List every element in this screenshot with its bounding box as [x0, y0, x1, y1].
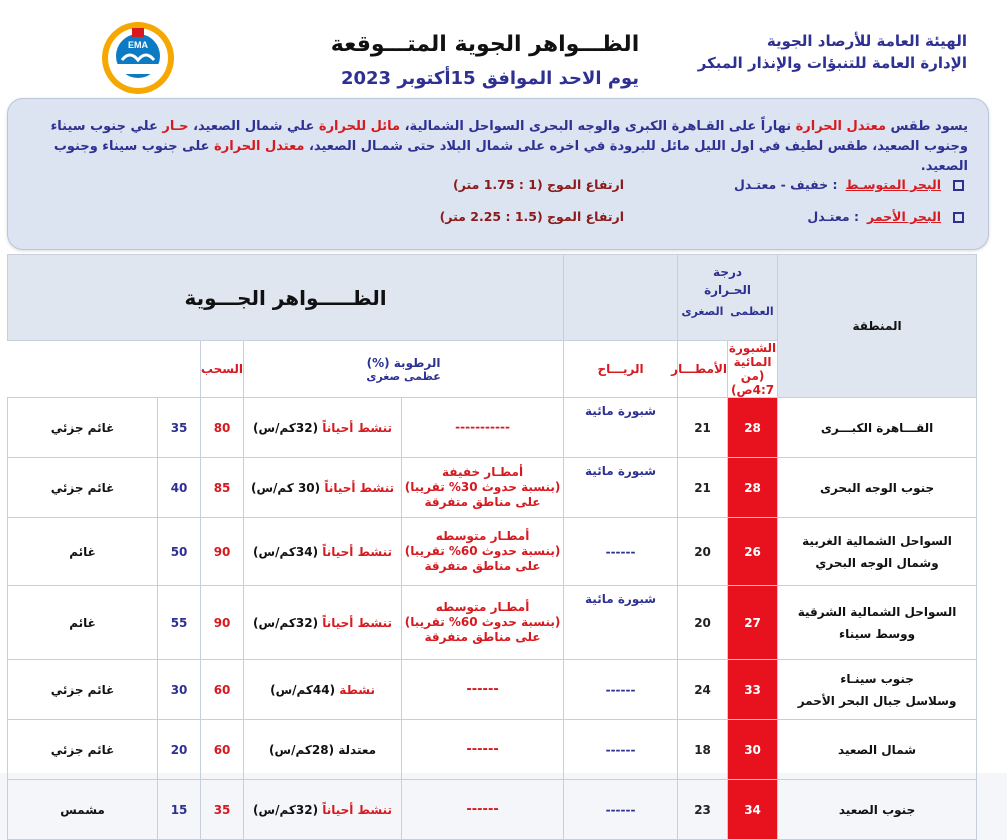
temp-max-cell: 34 [728, 780, 778, 840]
wind-cell [244, 586, 402, 660]
summary-paragraph [26, 117, 968, 177]
summary-highlight: معتدل الحرارة [795, 119, 887, 134]
humidity-max-cell: 60 [201, 660, 244, 720]
region-name-line2: وسلاسل جبال البحر الأحمر [797, 693, 957, 708]
rain-line: أمطـار متوسطه [435, 600, 530, 614]
summary-text: علي جنوب سيناء وجنوب الصعيد، طقس لطيف في اول الليل مائل للبرودة في اخره على شمال البلاد حتى شمـال الصعيد، [50, 119, 968, 154]
temp-min-cell: 20 [678, 518, 728, 586]
humidity-max-cell: 85 [201, 458, 244, 518]
fog-cell: شبورة مائية [564, 398, 678, 458]
wind-cell [244, 398, 402, 458]
cloud-cell: غائم جزئي [8, 660, 158, 720]
sea-name: البحر الأحمر [867, 209, 941, 224]
region-cell [778, 720, 977, 780]
fog-cell: ------ [564, 518, 678, 586]
header-temp-min: الصغرى [681, 305, 724, 318]
wind-desc: تنشط أحياناً [318, 420, 393, 435]
humidity-min-cell: 50 [158, 518, 201, 586]
temp-max-cell: 28 [728, 398, 778, 458]
summary-highlight: مائل للحرارة [318, 119, 401, 134]
agency-department: الإدارة العامة للتنبؤات والإنذار المبكر [697, 54, 967, 72]
header-humidity-label: الرطوبة (%) [366, 355, 441, 370]
cloud-cell: غائم [8, 586, 158, 660]
header-clouds: السحب [201, 341, 244, 398]
rain-cell [402, 586, 564, 660]
header-humidity-sub [244, 370, 563, 383]
humidity-min-cell: 55 [158, 586, 201, 660]
humidity-max-cell: 60 [201, 720, 244, 780]
rain-line: على مناطق متفرقة [424, 559, 541, 573]
region-name: جنوب سينـاء [840, 671, 914, 686]
rain-line: على مناطق متفرقة [424, 495, 541, 509]
weather-table [7, 254, 977, 840]
wind-speed: (32كم/س) [253, 615, 319, 630]
region-name: جنوب الوجه البحرى [819, 480, 935, 495]
header-hum-min: صغرى [366, 369, 401, 383]
temp-max-cell: 30 [728, 720, 778, 780]
cloud-cell: مشمس [8, 780, 158, 840]
wind-speed: (32كم/س) [253, 802, 319, 817]
fog-cell: شبورة مائية [564, 586, 678, 660]
header-region: المنطقة [778, 255, 977, 398]
wind-speed: (44كم/س) [270, 682, 336, 697]
header-humidity [244, 341, 564, 398]
temp-max-cell: 33 [728, 660, 778, 720]
header-temp-sub [678, 305, 777, 318]
rain-line: ----------- [455, 420, 510, 434]
table-row [8, 518, 977, 586]
temp-min-cell: 21 [678, 458, 728, 518]
header-temp-label: درجة الحـرارة [704, 265, 752, 297]
header-fog: الشبورة المائية (من 4:7ص) [728, 341, 777, 397]
temp-min-cell: 21 [678, 398, 728, 458]
fog-cell: ------ [564, 720, 678, 780]
humidity-max-cell: 90 [201, 518, 244, 586]
rain-cell [402, 518, 564, 586]
logo-text: EMA [128, 40, 148, 50]
table-row [8, 458, 977, 518]
humidity-max-cell: 80 [201, 398, 244, 458]
wind-speed: (34كم/س) [253, 544, 319, 559]
checkbox-icon [953, 180, 964, 191]
summary-highlight: معتدل الحرارة [214, 139, 305, 154]
wind-cell [244, 780, 402, 840]
agency-name: الهيئة العامة للأرصاد الجوية [766, 32, 967, 50]
summary-text: يسود طقس [886, 119, 968, 134]
table-row [8, 720, 977, 780]
region-cell [778, 458, 977, 518]
summary-panel [7, 98, 989, 250]
table-row [8, 398, 977, 458]
wind-cell [244, 720, 402, 780]
temp-max-cell: 26 [728, 518, 778, 586]
header-band-cell [564, 255, 678, 341]
rain-cell [402, 398, 564, 458]
table-row [8, 780, 977, 840]
rain-line: أمطـار خفيفة [442, 465, 524, 479]
agency-block [698, 30, 967, 74]
wind-desc: نشطة [335, 682, 375, 697]
wave-height: ارتفاع الموج (1.5 : 2.25 متر) [439, 209, 624, 224]
rain-line: أمطـار متوسطه [435, 529, 530, 543]
wind-desc: معتدلة [334, 742, 377, 757]
region-name: جنوب الصعيد [838, 802, 916, 817]
wind-desc: تنشط أحياناً [318, 802, 393, 817]
humidity-max-cell: 90 [201, 586, 244, 660]
cloud-cell: غائم [8, 518, 158, 586]
rain-line: ------ [466, 742, 499, 757]
sea-row-mediterranean [364, 177, 964, 192]
humidity-min-cell: 40 [158, 458, 201, 518]
humidity-max-cell: 35 [201, 780, 244, 840]
rain-line: (بنسبة حدوث 30% تقريبا) [404, 480, 561, 494]
region-name: السواحل الشمالية الغربية [802, 533, 952, 548]
temp-min-cell: 18 [678, 720, 728, 780]
rain-line: ------ [466, 682, 499, 697]
wind-cell [244, 660, 402, 720]
rain-cell [402, 720, 564, 780]
table-banner: الظـــــواهر الجـــوية [8, 255, 564, 341]
temp-min-cell: 24 [678, 660, 728, 720]
temp-max-cell: 28 [728, 458, 778, 518]
wind-desc: تنشط أحياناً [318, 615, 393, 630]
page-title: الظـــواهر الجوية المتـــوقعة [330, 32, 640, 57]
rain-line: ------ [466, 802, 499, 817]
wind-desc: تنشط أحياناً [318, 544, 393, 559]
cloud-cell: غائم جزئي [8, 458, 158, 518]
cloud-cell: غائم جزئي [8, 398, 158, 458]
rain-line: على مناطق متفرقة [424, 630, 541, 644]
summary-text: على جنوب سيناء وجنوب الصعيد. [53, 139, 968, 174]
region-cell [778, 586, 977, 660]
fog-cell: ------ [564, 660, 678, 720]
region-name: شمال الصعيد [838, 742, 917, 757]
temp-min-cell: 23 [678, 780, 728, 840]
rain-line: (بنسبة حدوث 60% تقريبا) [404, 544, 561, 558]
wind-speed: (28كم/س) [269, 742, 335, 757]
wind-desc: تنشط أحياناً [320, 480, 395, 495]
summary-highlight: حـار [162, 119, 189, 134]
checkbox-icon [953, 212, 964, 223]
temp-min-cell: 20 [678, 586, 728, 660]
summary-text: نهاراً على القـاهرة الكبرى والوجه البحرى السواحل الشمالية، [400, 119, 796, 134]
sea-name: البحر المتوسـط [845, 177, 941, 192]
ema-logo [92, 18, 184, 98]
region-cell [778, 518, 977, 586]
wind-speed: (32كم/س) [253, 420, 319, 435]
cloud-cell: غائم جزئي [8, 720, 158, 780]
region-cell [778, 780, 977, 840]
header-hum-max: عظمى [403, 369, 441, 383]
wave-height: ارتفاع الموج (1 : 1.75 متر) [453, 177, 624, 192]
table-row [8, 660, 977, 720]
rain-cell [402, 458, 564, 518]
region-name-line2: وشمال الوجه البحري [815, 555, 939, 570]
humidity-min-cell: 30 [158, 660, 201, 720]
humidity-min-cell: 20 [158, 720, 201, 780]
wind-cell [244, 458, 402, 518]
wind-speed: (30 كم/س) [250, 480, 321, 495]
humidity-min-cell: 35 [158, 398, 201, 458]
sea-state: : خفيف - معتـدل [734, 177, 838, 192]
rain-cell [402, 780, 564, 840]
forecast-date: يوم الاحد الموافق 15أكتوبر 2023 [340, 68, 640, 89]
header-temperature [678, 255, 778, 341]
region-name-line2: ووسط سيناء [839, 626, 916, 641]
fog-cell: ------ [564, 780, 678, 840]
table-row [8, 586, 977, 660]
wind-cell [244, 518, 402, 586]
region-cell [778, 398, 977, 458]
rain-line: (بنسبة حدوث 60% تقريبا) [404, 615, 561, 629]
fog-cell: شبورة مائية [564, 458, 678, 518]
rain-cell [402, 660, 564, 720]
sea-row-red-sea [364, 209, 964, 224]
humidity-min-cell: 15 [158, 780, 201, 840]
summary-text: علي شمال الصعيد، [188, 119, 319, 134]
header-rain: الأمطـــار [678, 341, 728, 398]
header-temp-max: العظمى [730, 305, 774, 318]
temp-max-cell: 27 [728, 586, 778, 660]
sea-state: : معتـدل [807, 209, 860, 224]
region-name: السواحل الشمالية الشرقية [797, 604, 957, 619]
header-wind: الريـــاح [564, 341, 678, 398]
region-name: القـــاهرة الكبـــرى [820, 420, 934, 435]
region-cell [778, 660, 977, 720]
